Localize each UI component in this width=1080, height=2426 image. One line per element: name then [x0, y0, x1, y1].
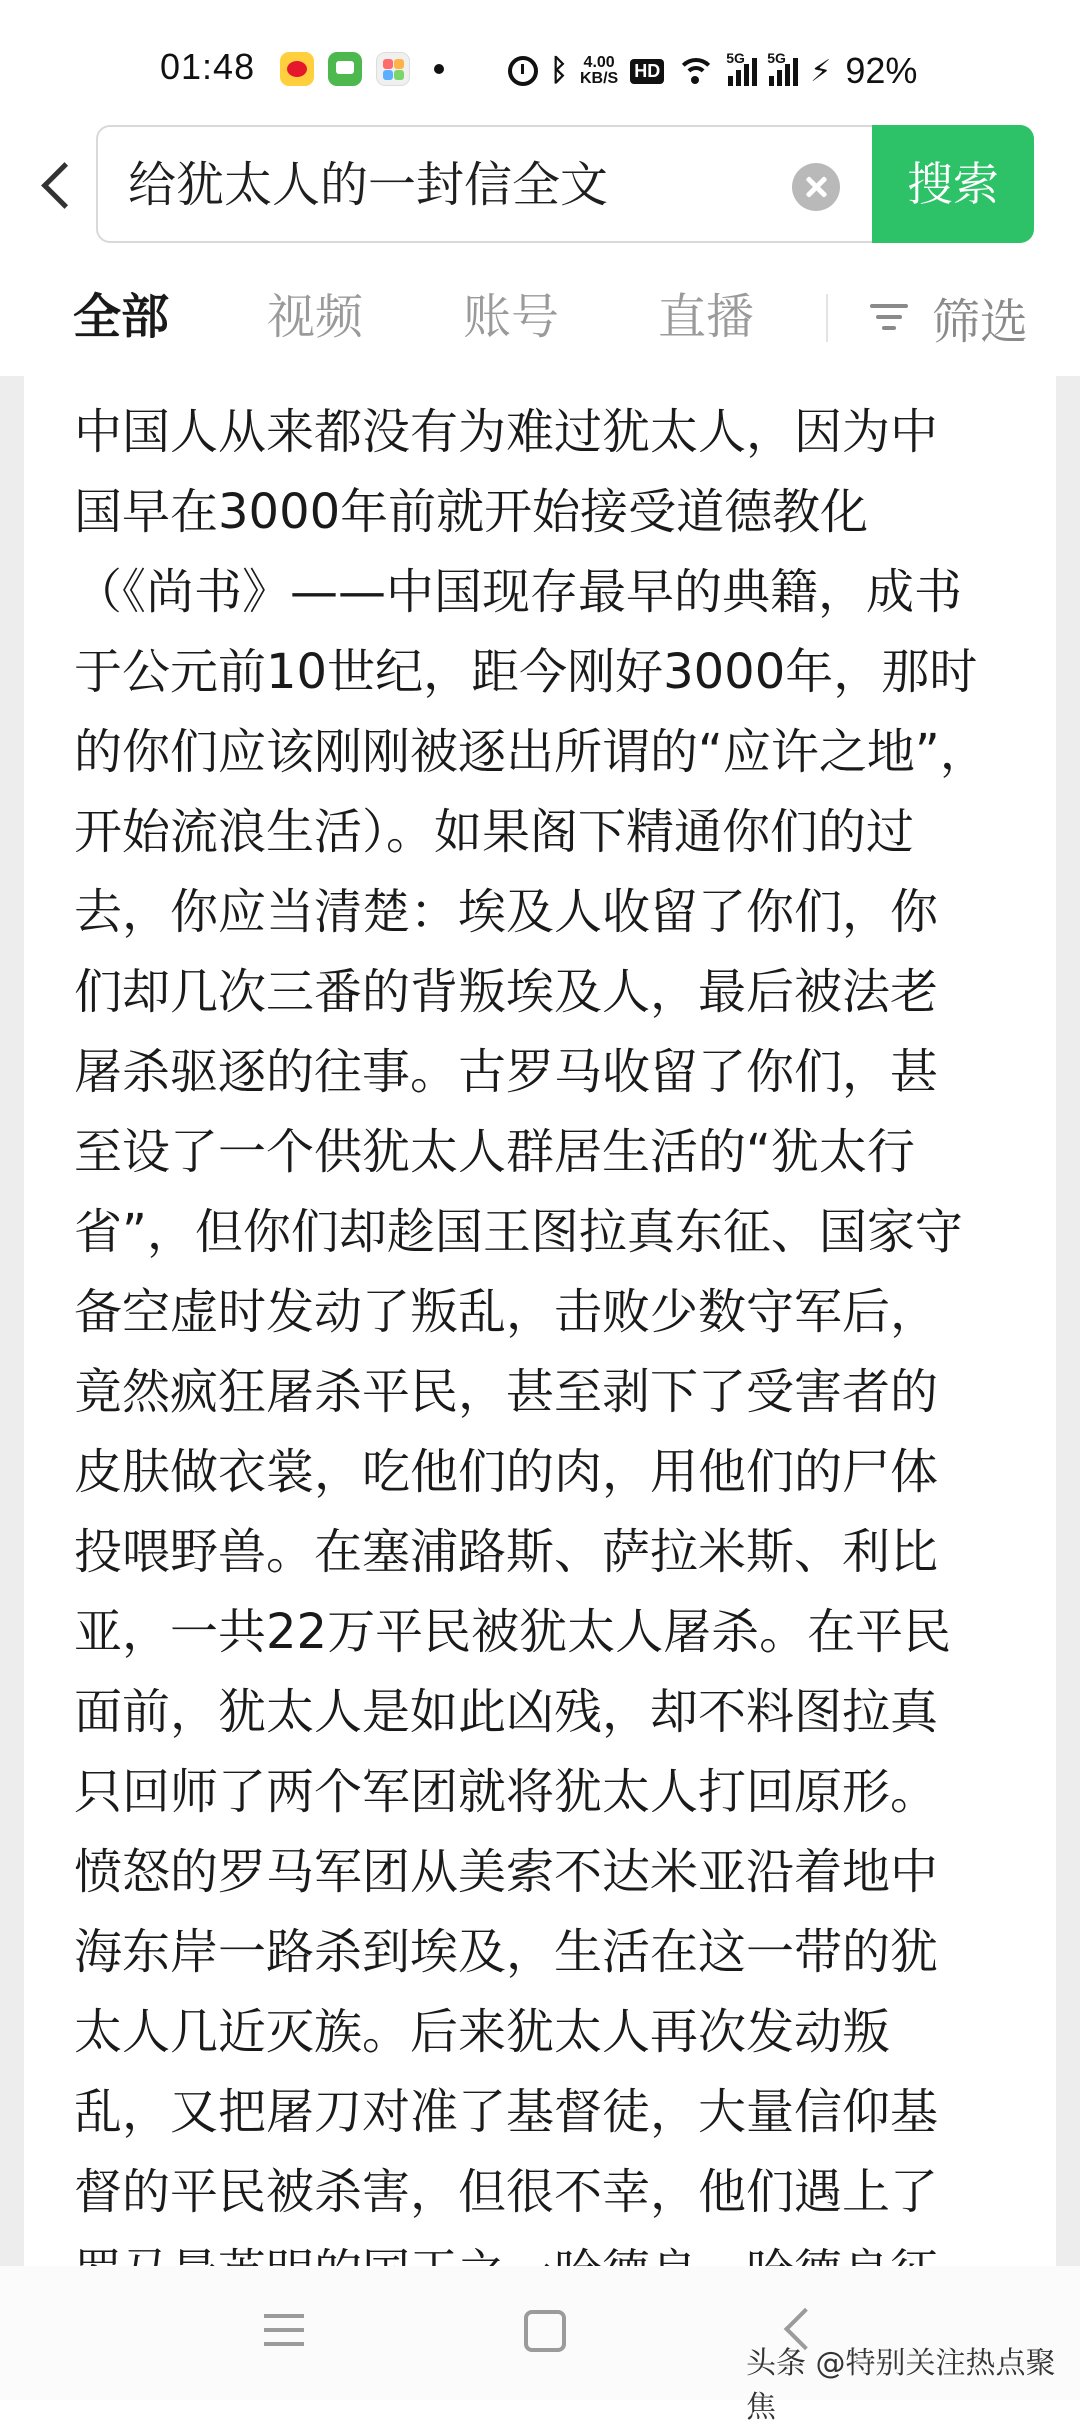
search-button[interactable]: 搜索 — [872, 125, 1034, 243]
signal-icon — [726, 50, 757, 86]
article-line: 开始流浪生活）。如果阁下精通你们的过 — [74, 804, 915, 860]
wifi-icon — [676, 56, 716, 86]
charging-icon: ⚡ — [810, 54, 832, 88]
recent-apps-icon[interactable] — [264, 2310, 304, 2350]
filter-button[interactable] — [870, 282, 1028, 352]
signal-label: 5G — [726, 50, 745, 66]
alarm-icon — [508, 56, 538, 86]
article-line: 竟然疯狂屠杀平民，甚至剥下了受害者的 — [74, 1364, 939, 1420]
tab-divider — [826, 294, 828, 342]
article-line: 面前，犹太人是如此凶残，却不料图拉真 — [74, 1684, 939, 1740]
network-speed-value: 4.00 — [583, 54, 615, 71]
article-line: 乱，又把屠刀对准了基督徒，大量信仰基 — [74, 2084, 939, 2140]
article-line: 去，你应当清楚：埃及人收留了你们，你 — [74, 884, 939, 940]
article-line: 屠杀驱逐的往事。古罗马收留了你们，甚 — [74, 1044, 939, 1100]
article-line: 国早在3000年前就开始接受道德教化 — [74, 484, 869, 540]
article-line: 的你们应该刚刚被逐出所谓的“应许之地”， — [74, 724, 988, 780]
weibo-icon — [280, 52, 314, 86]
article-line: 督的平民被杀害，但很不幸，他们遇上了 — [74, 2164, 939, 2220]
search-header — [0, 125, 1080, 245]
article-line: 省”，但你们却趁国王图拉真东征、国家守 — [74, 1204, 963, 1260]
tab-live[interactable]: 直播 — [658, 289, 755, 345]
article-line: 只回师了两个军团就将犹太人打回原形。 — [74, 1764, 939, 1820]
search-input[interactable]: 给犹太人的一封信全文 — [128, 157, 609, 213]
article-line: 亚，一共22万平民被犹太人屠杀。在平民 — [74, 1604, 952, 1660]
gallery-icon — [376, 52, 410, 86]
notification-icons — [280, 52, 444, 86]
article-line: 中国人从来都没有为难过犹太人，因为中 — [74, 404, 939, 460]
article-line: 至设了一个供犹太人群居生活的“犹太行 — [74, 1124, 915, 1180]
article-line: 备空虚时发动了叛乱，击败少数守军后， — [74, 1284, 939, 1340]
network-speed — [580, 55, 618, 87]
article-line: 皮肤做衣裳，吃他们的肉，用他们的尸体 — [74, 1444, 939, 1500]
signal-label-2: 5G — [767, 50, 786, 66]
article-line: （《尚书》——中国现存最早的典籍，成书 — [74, 564, 963, 620]
tab-all[interactable]: 全部 — [73, 289, 170, 345]
tab-account[interactable]: 账号 — [463, 289, 560, 345]
home-icon[interactable] — [524, 2310, 566, 2352]
article-line: 们却几次三番的背叛埃及人，最后被法老 — [74, 964, 939, 1020]
article-line: 投喂野兽。在塞浦路斯、萨拉米斯、利比 — [74, 1524, 939, 1580]
battery-level: 92% — [845, 50, 918, 91]
message-icon — [328, 52, 362, 86]
status-bar — [0, 0, 1080, 120]
tab-video[interactable]: 视频 — [267, 289, 364, 345]
watermark: 头条 @特别关注热点聚焦 — [746, 2346, 1056, 2425]
signal-icon-2 — [767, 50, 798, 86]
network-speed-unit: KB/S — [580, 70, 619, 87]
article-line: 于公元前10世纪，距今刚好3000年，那时 — [74, 644, 978, 700]
filter-label: 筛选 — [932, 293, 1029, 350]
status-time: 01:48 — [160, 46, 256, 87]
clear-icon[interactable] — [792, 163, 840, 211]
article-card[interactable] — [24, 376, 1056, 2266]
hd-voice-icon: HD — [630, 59, 664, 84]
result-tabs — [0, 270, 1080, 370]
system-icons — [508, 50, 917, 92]
article-line: 海东岸一路杀到埃及，生活在这一带的犹 — [74, 1924, 939, 1980]
back-button[interactable] — [36, 155, 86, 215]
article-line: 太人几近灭族。后来犹太人再次发动叛 — [74, 2004, 891, 2060]
bluetooth-icon: ᛒ — [550, 54, 568, 87]
filter-icon — [870, 302, 908, 332]
search-box — [96, 125, 1034, 243]
article-line: 愤怒的罗马军团从美索不达米亚沿着地中 — [74, 1844, 939, 1900]
more-notifications-dot-icon — [434, 64, 444, 74]
article-body — [74, 392, 1014, 2312]
